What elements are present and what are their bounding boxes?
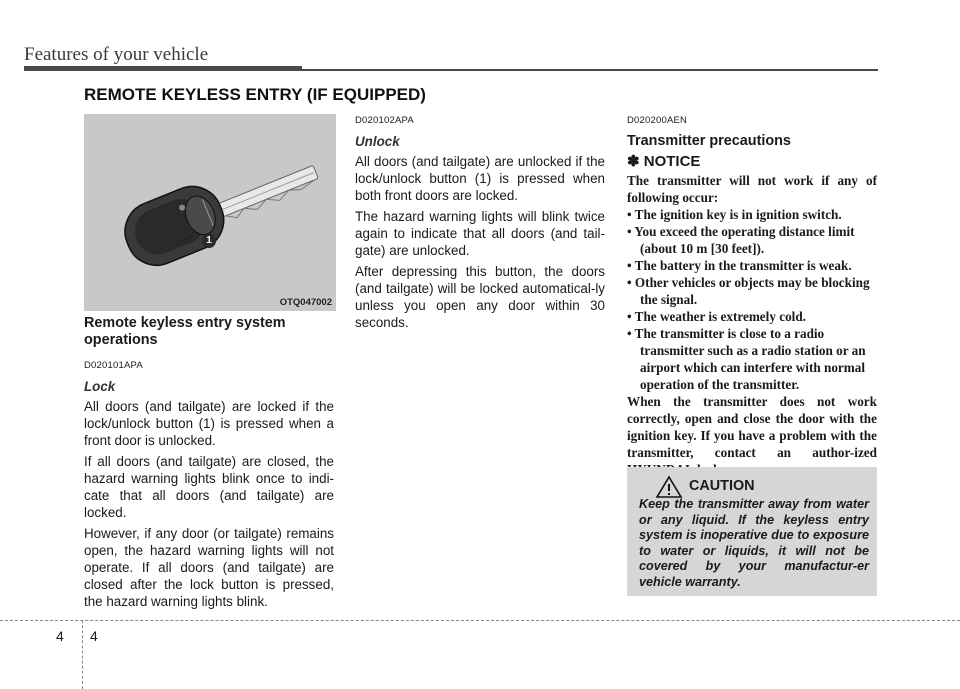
paragraph: All doors (and tailgate) are unlocked if the lock/unlock button (1) is pressed when both front doors are locked.: [355, 154, 605, 203]
paragraph: The hazard warning lights will blink twice again to indicate that all doors (and tail-gate) are unlocked.: [355, 209, 605, 258]
page-number: 4: [90, 628, 98, 644]
paragraph: All doors (and tailgate) are locked if the lock/unlock button (1) is pressed when a front door is unlocked.: [84, 399, 334, 448]
paragraph: After depressing this button, the doors (and tailgate) will be locked automatical-ly unless you open any door within 30 seconds.: [355, 264, 605, 330]
column-1: [84, 315, 334, 614]
column-3: [627, 112, 877, 478]
footer-vertical-divider: [82, 620, 83, 689]
notice-outro: When the transmitter does not work correctly, open and close the door with the ignition key. If you have a problem with the transmitter, contact an author-ized: [627, 394, 877, 460]
key-figure: [84, 114, 336, 311]
subheading-operations: Remote keyless entry system operations: [84, 315, 286, 348]
notice-intro: The transmitter will not work if any of following occur:: [627, 173, 877, 205]
notice-bullet: • The transmitter is close to a radio transmitter such as a radio station or an airport which can interfere with normal operation of the transmitter.: [627, 326, 866, 392]
notice-bullet: • The ignition key is in ignition switch.: [627, 207, 842, 222]
lock-heading: Lock: [84, 379, 116, 394]
notice-title: ✽ NOTICE: [627, 153, 701, 170]
header-title: Features of your vehicle: [24, 44, 209, 65]
remote-key-image: [84, 114, 336, 311]
notice-bullet: • You exceed the operating distance limit (about 10 m [30 feet]).: [627, 224, 855, 256]
chapter-number: 4: [56, 628, 64, 644]
paragraph: If all doors (and tailgate) are closed, the hazard warning lights blink once to indi-cate that all doors (and tailgate) are locked.: [84, 454, 334, 520]
caution-box: [627, 467, 877, 596]
footer-divider: [0, 620, 960, 621]
warning-triangle-icon: [655, 475, 683, 499]
notice-bullet: • The battery in the transmitter is weak.: [627, 258, 852, 273]
reference-code: D020101APA: [84, 360, 143, 371]
column-2: [355, 112, 605, 335]
callout-number: 1: [202, 234, 216, 248]
notice-bullet: • Other vehicles or objects may be blocking the signal.: [627, 275, 870, 307]
caution-text: Keep the transmitter away from water or any liquid. If the keyless entry system is inoperative due to exposure to water or liquids, it will not be covered by your manufactur-er vehicle warranty.: [639, 497, 869, 589]
caution-title: CAUTION: [689, 478, 755, 494]
paragraph: However, if any door (or tailgate) remains open, the hazard warning lights will not operate. If all doors (and tailgate) are closed after the lock button is pressed, the hazard warning lights blink.: [84, 526, 334, 609]
reference-code: D020102APA: [355, 115, 414, 126]
figure-code: OTQ047002: [279, 297, 332, 308]
section-title: REMOTE KEYLESS ENTRY (IF EQUIPPED): [84, 85, 426, 104]
notice-body: [627, 172, 877, 478]
header-bar-thick: [24, 66, 302, 71]
header-bar-thin: [302, 69, 878, 71]
notice-bullet: • The weather is extremely cold.: [627, 309, 806, 324]
subheading-precautions: Transmitter precautions: [627, 133, 791, 149]
unlock-heading: Unlock: [355, 134, 400, 149]
reference-code: D020200AEN: [627, 115, 688, 126]
